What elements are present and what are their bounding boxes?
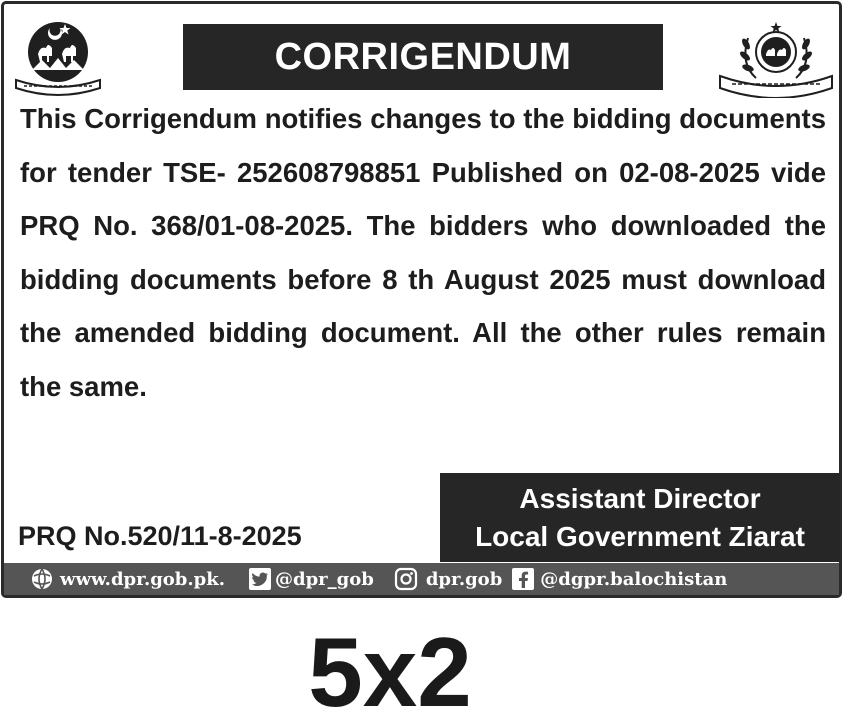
twitter-icon <box>249 568 271 590</box>
prq-reference: PRQ No.520/11-8-2025 <box>18 521 302 551</box>
signatory-box <box>440 473 840 562</box>
website-link[interactable]: www.dpr.gob.pk. <box>60 568 225 590</box>
instagram-item[interactable] <box>394 567 502 591</box>
notice-body: This Corrigendum notifies changes to the bidding documents for tender TSE- 252608798851 Published on 02-08-2025 vide PRQ No. 368/01-08-2025. The bidders who downloaded the bidding documents before 8 th August 2025 must download the amended bidding document. All the other rules remain the same. <box>20 103 826 402</box>
twitter-handle[interactable]: @dpr_gob <box>274 568 374 590</box>
dgpr-emblem-icon <box>716 14 836 98</box>
ad-size-label: 5x2 <box>308 617 472 727</box>
instagram-icon <box>394 567 418 591</box>
instagram-handle[interactable]: dpr.gob <box>425 568 503 590</box>
globe-icon <box>30 567 54 591</box>
facebook-item[interactable] <box>512 568 727 590</box>
signatory-office: Local Government Ziarat <box>475 520 805 552</box>
social-footer <box>4 563 839 595</box>
title-banner <box>183 24 663 90</box>
page-title: CORRIGENDUM <box>274 35 572 78</box>
balochistan-emblem-icon <box>10 14 106 98</box>
signatory-title: Assistant Director <box>519 482 761 514</box>
twitter-item[interactable] <box>249 568 374 590</box>
website-item[interactable] <box>30 567 225 591</box>
facebook-handle[interactable]: @dgpr.balochistan <box>540 568 728 590</box>
facebook-icon <box>512 568 534 590</box>
